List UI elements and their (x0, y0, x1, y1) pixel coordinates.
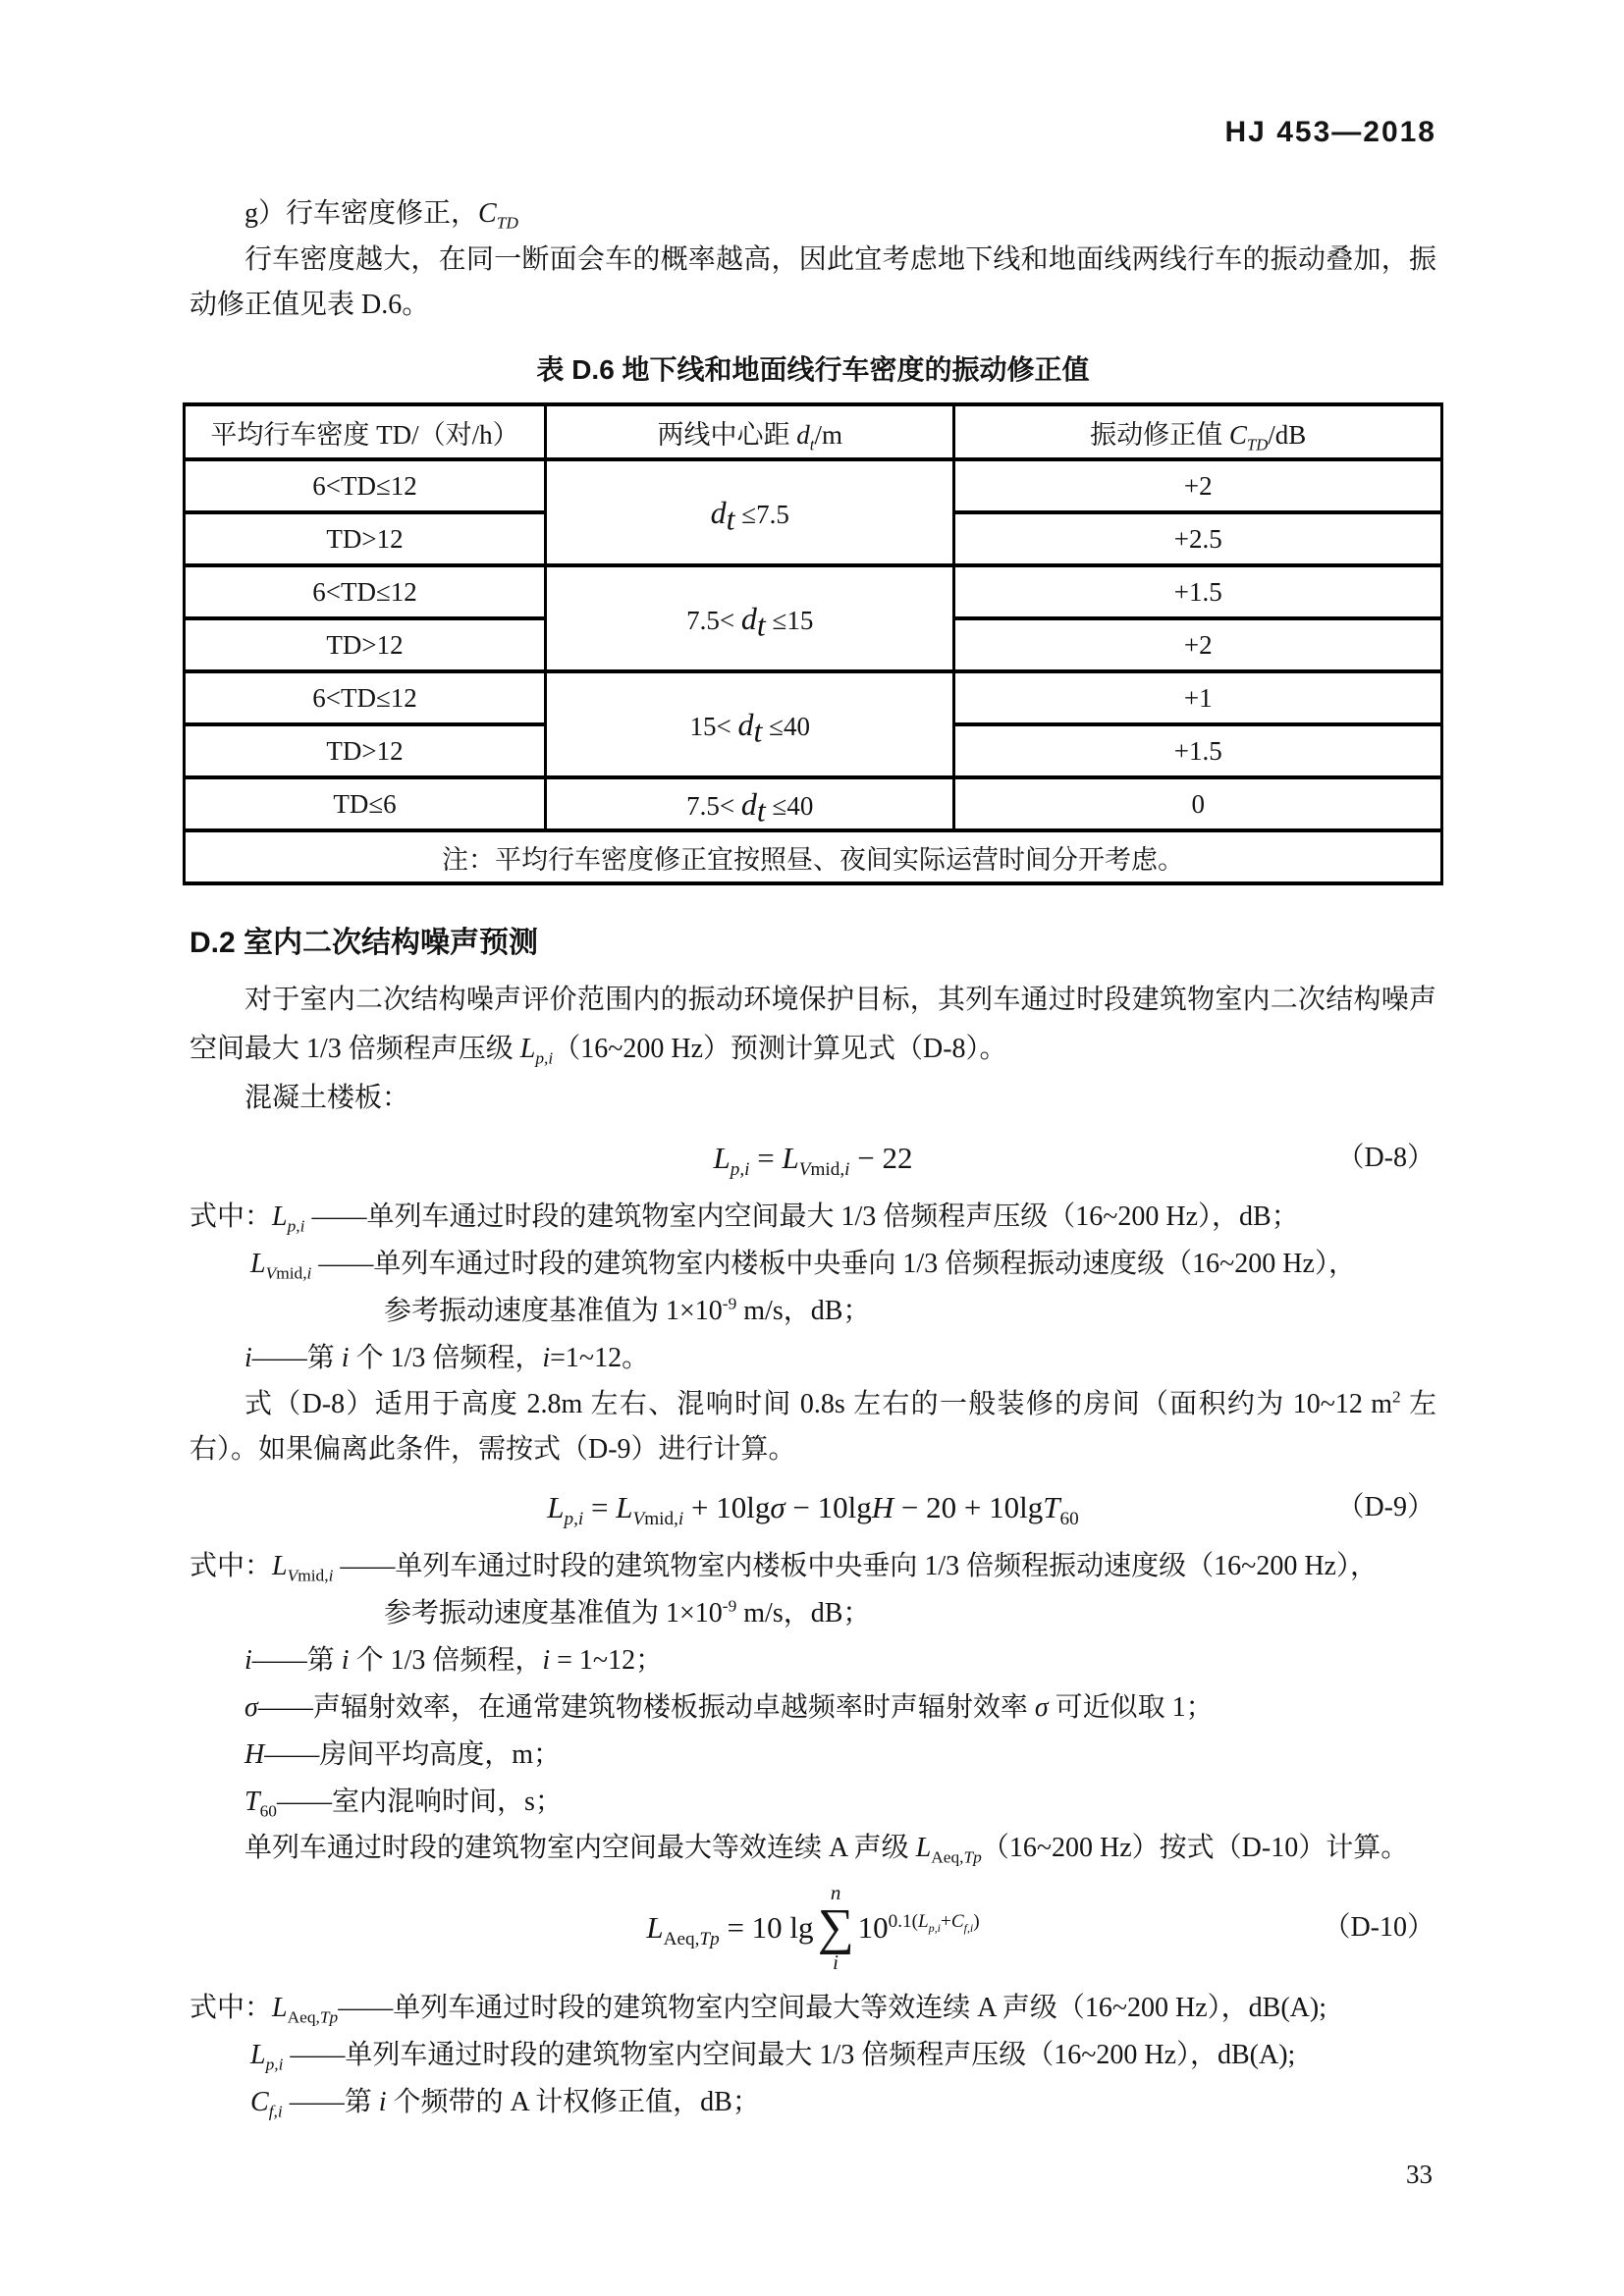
cell-dt-range: $7.5< d_t \le 40$ (546, 777, 954, 830)
cell-correction: +2 (954, 459, 1442, 512)
formula-d8: $L_{p,i} = L_{Vmid,i} - 22$ (713, 1141, 913, 1181)
d10-def-cfi: $C_{f,i}$ ——第 i 个频带的 A 计权修正值，dB； (250, 2087, 760, 2121)
cell-correction: +1.5 (954, 565, 1442, 618)
header-cell-correction: 振动修正值 $C_{TD}/dB$ (954, 404, 1442, 459)
formula-d9-label: （D-9） (1336, 1492, 1435, 1522)
table-note-row (185, 830, 1442, 883)
page-number: 33 (1406, 2160, 1433, 2189)
table-note: 注：平均行车密度修正宜按照昼、夜间实际运营时间分开考虑。 (185, 830, 1442, 883)
header-cell-distance: 两线中心距 $d_t/m$ (546, 404, 954, 459)
header-cell-density: 平均行车密度 TD/（对/h） (185, 404, 546, 459)
d2-intro-paragraph: 对于室内二次结构噪声评价范围内的振动环境保护目标，其列车通过时段建筑物室内二次结构噪声空间最大 1/3 倍频程声压级 $L_{p,i}(16\sim 200$ Hz）预测计算见式（D-8）。 (189, 985, 1436, 1068)
cell-correction: +1 (954, 671, 1442, 724)
cell-td-range: 6<TD≤12 (185, 459, 546, 512)
d9-def-sigma: σ——声辐射效率，在通常建筑物楼板振动卓越频率时声辐射效率 σ 可近似取 1； (244, 1692, 1214, 1723)
table-d6-title: 表 D.6 地下线和地面线行车密度的振动修正值 (536, 354, 1090, 385)
cell-dt-range: $15< d_t \le 40$ (546, 671, 954, 777)
table-d6 (183, 402, 1443, 885)
d8-def-lpi: 式中：$L_{p,i}$ ——单列车通过时段的建筑物室内空间最大 1/3 倍频程声压级（16~200 Hz），dB； (189, 1201, 1299, 1236)
cell-td-range: TD≤6 (185, 777, 546, 830)
formula-d9-row (189, 1486, 1436, 1529)
cell-dt-range: $d_t \le 7.5$ (546, 459, 954, 565)
table-row (185, 459, 1442, 512)
d9-def-t60: $T_{60}——$室内混响时间，s； (244, 1787, 563, 1821)
table-row (185, 777, 1442, 830)
d9-def-h: H——房间平均高度，m； (244, 1739, 562, 1770)
d9-def-i: i——第 i 个 1/3 倍频程，i = 1~12； (244, 1645, 664, 1676)
d8-def-lvmid: $L_{Vmid,i}$ ——单列车通过时段的建筑物室内楼板中央垂向 1/3 倍频程振动速度级（16~200 Hz）， (250, 1249, 1356, 1283)
d8-def-i: i——第 i 个 1/3 倍频程，i=1~12。 (244, 1343, 650, 1373)
summation-lower-limit: i (833, 1949, 839, 1974)
cell-td-range: TD>12 (185, 724, 546, 777)
table-row (185, 565, 1442, 618)
d8-def-reference: 参考振动速度基准值为 $1\times 10^{-9}$ m/s，dB； (384, 1294, 871, 1326)
d10-intro-paragraph: 单列车通过时段的建筑物室内空间最大等效连续 A 声级 $L_{Aeq,Tp}(16\sim 200$ Hz）按式（D-10）计算。 (244, 1833, 1409, 1867)
formula-d9: $L_{p,i} = L_{Vmid,i} + 10\lg\sigma - 10\lg H - 20 + 10\lg T_{60}$ (547, 1490, 1079, 1530)
d8-scope-paragraph: 式（D-8）适用于高度 2.8m 左右、混响时间 0.8s 左右的一般装修的房间（面积约为 10~12 $m^2$ 左右）。如果偏离此条件，需按式（D-9）进行计算。 (189, 1387, 1436, 1465)
d10-def-lpi: $L_{p,i}$ ——单列车通过时段的建筑物室内空间最大 1/3 倍频程声压级（16~200 Hz），dB(A); (250, 2040, 1296, 2074)
cell-correction: +2 (954, 618, 1442, 671)
cell-correction: 0 (954, 777, 1442, 830)
d9-def-lvmid: 式中：$L_{Vmid,i}$ ——单列车通过时段的建筑物室内楼板中央垂向 1/3 倍频程振动速度级（16~200 Hz）， (189, 1551, 1378, 1585)
cell-correction: +1.5 (954, 724, 1442, 777)
d10-def-laeq: 式中：$L_{Aeq,Tp}——$单列车通过时段的建筑物室内空间最大等效连续 A 声级（16~200 Hz），dB(A); (189, 1993, 1327, 2027)
cell-td-range: 6<TD≤12 (185, 671, 546, 724)
sigma-sum-glyph: ∑ (817, 1899, 854, 1956)
summation-upper-limit: n (830, 1881, 841, 1905)
d9-def-reference: 参考振动速度基准值为 $1\times 10^{-9}$ m/s，dB； (384, 1596, 871, 1629)
cell-correction: +2.5 (954, 512, 1442, 565)
cell-td-range: 6<TD≤12 (185, 565, 546, 618)
cell-dt-range: $7.5< d_t \le 15$ (546, 565, 954, 671)
formula-d8-label: （D-8） (1336, 1143, 1435, 1173)
concrete-floor-line: 混凝土楼板： (244, 1083, 410, 1113)
formula-d10-row (189, 1879, 1436, 1977)
formula-d10-lhs: $L_{Aeq,Tp} = 10$ lg (646, 1910, 814, 1950)
formula-d10-label: （D-10） (1323, 1912, 1435, 1943)
cell-td-range: TD>12 (185, 618, 546, 671)
section-d2-heading: D.2 室内二次结构噪声预测 (189, 927, 539, 959)
table-d6-header-row (185, 404, 1442, 459)
formula-d10 (646, 1879, 979, 1977)
standard-number: HJ 453—2018 (1224, 116, 1436, 148)
summation-symbol (818, 1883, 854, 1972)
formula-d10-rhs: $10^{0.1(L_{p,i}+C_{f,i})}$ (857, 1910, 980, 1945)
clause-g-heading: g）行车密度修正，$C_{TD}$ (244, 198, 518, 233)
table-row (185, 671, 1442, 724)
cell-td-range: TD>12 (185, 512, 546, 565)
formula-d8-row (189, 1137, 1436, 1180)
clause-g-paragraph: 行车密度越大，在同一断面会车的概率越高，因此宜考虑地下线和地面线两线行车的振动叠加，振动修正值见表 D.6。 (189, 244, 1436, 320)
